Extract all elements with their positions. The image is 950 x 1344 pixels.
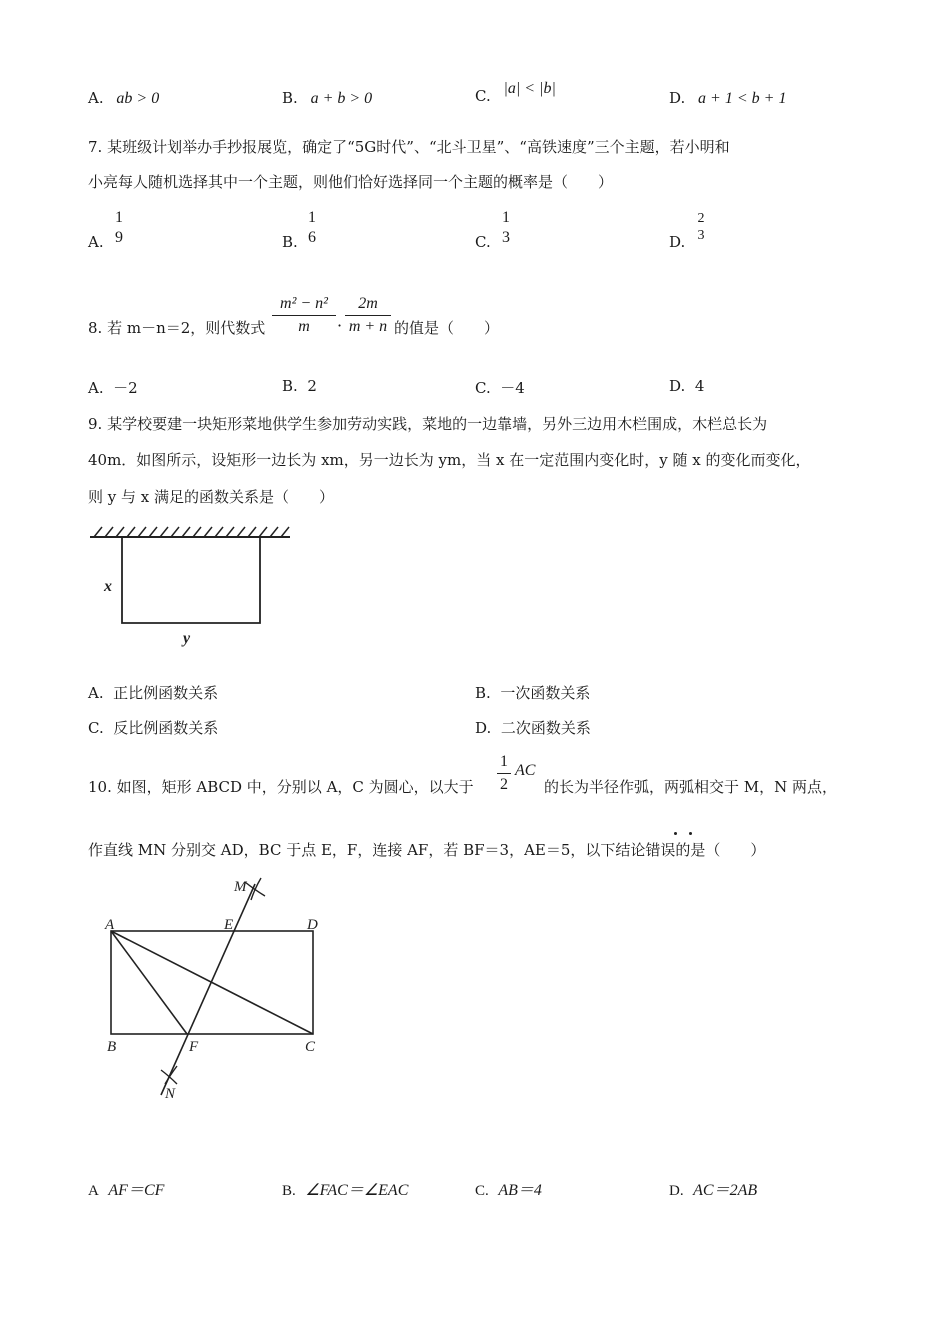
q7-option-d-label[interactable]: D.	[669, 233, 686, 251]
q10-line2: 作直线 MN 分别交 AD，BC 于点 E，F，连接 AF，若 BF＝3，AE＝5，以下结论错误的是（ ）	[88, 841, 766, 859]
point-d-label: D	[307, 917, 318, 933]
emphasis-dot	[689, 832, 692, 835]
q10-half-fraction: 1 2	[497, 752, 511, 795]
q9-option-c[interactable]: C. 反比例函数关系	[88, 719, 219, 737]
q7-option-b-label[interactable]: B.	[282, 233, 298, 251]
q8-prefix: 8. 若 m－n＝2，则代数式	[88, 319, 266, 337]
q7-option-c-label[interactable]: C.	[475, 233, 491, 251]
q9-line3: 则 y 与 x 满足的函数关系是（ ）	[88, 488, 335, 506]
q8-option-c[interactable]: C. －4	[475, 379, 525, 397]
q6-option-c[interactable]: C. |a| < |b|	[475, 80, 556, 105]
wall-hatching	[94, 527, 289, 537]
point-c-label: C	[305, 1039, 316, 1055]
q7-line1: 7. 某班级计划举办手抄报展览，确定了“5G时代”、“北斗卫星”、“高铁速度”三个主题，若小明和	[88, 138, 730, 156]
q10-figure	[95, 870, 335, 1105]
q8-option-d[interactable]: D. 4	[669, 377, 705, 395]
q7-option-c-fraction: 1 3	[502, 209, 510, 246]
q9-option-a[interactable]: A. 正比例函数关系	[88, 684, 219, 702]
line-mn	[161, 884, 255, 1095]
q7-option-a-fraction: 1 9	[115, 209, 123, 246]
q9-line1: 9. 某学校要建一块矩形菜地供学生参加劳动实践，菜地的一边靠墙，另外三边用木栏围成，木栏总长为	[88, 415, 768, 433]
q10-option-c[interactable]: C. AB＝4	[475, 1182, 542, 1199]
q9-figure	[80, 518, 310, 653]
q6-option-d[interactable]: D. a + 1 < b + 1	[669, 89, 787, 107]
q9-line2: 40m．如图所示，设矩形一边长为 xm，另一边长为 ym，当 x 在一定范围内变化时，y 随 x 的变化而变化，	[88, 451, 811, 469]
q6-option-a[interactable]: A. ab > 0	[88, 89, 160, 107]
point-n-label: N	[165, 1086, 176, 1102]
q8-fraction-2: 2m m + n	[345, 294, 391, 337]
emphasis-dot	[674, 832, 677, 835]
segment-af	[111, 931, 187, 1034]
side-x-label: x	[104, 578, 112, 595]
point-a-label: A	[105, 917, 115, 933]
q7-option-d-fraction: 2 3	[697, 211, 705, 243]
q8-fraction-1: m² − n² m	[272, 294, 336, 337]
q10-option-d[interactable]: D. AC＝2AB	[669, 1182, 758, 1199]
q10-ac-variable: AC	[515, 762, 536, 779]
point-f-label: F	[189, 1039, 199, 1055]
bottom-y-label: y	[183, 630, 191, 647]
q7-option-a-label[interactable]: A.	[88, 233, 104, 251]
q8-suffix: 的值是（ ）	[394, 319, 500, 337]
point-e-label: E	[224, 917, 234, 933]
q9-option-b[interactable]: B. 一次函数关系	[475, 684, 591, 702]
fence-rectangle	[122, 537, 260, 623]
q10-line1-end: 的长为半径作弧，两弧相交于 M，N 两点，	[544, 778, 838, 796]
point-b-label: B	[107, 1039, 117, 1055]
q8-option-a[interactable]: A. －2	[88, 379, 138, 397]
q10-option-a[interactable]: A AF＝CF	[88, 1182, 165, 1199]
q9-option-d[interactable]: D. 二次函数关系	[475, 719, 591, 737]
q7-option-b-fraction: 1 6	[308, 209, 316, 246]
q7-line2: 小亮每人随机选择其中一个主题，则他们恰好选择同一个主题的概率是（ ）	[88, 173, 614, 191]
q8-multiply-dot: ·	[337, 316, 343, 335]
q8-option-b[interactable]: B. 2	[282, 377, 317, 395]
point-m-label: M	[234, 879, 247, 895]
q6-option-b[interactable]: B. a + b > 0	[282, 89, 373, 107]
diagonal-ac	[111, 931, 313, 1034]
q10-option-b[interactable]: B. ∠FAC＝∠EAC	[282, 1182, 409, 1199]
q10-line1-start: 10. 如图，矩形 ABCD 中，分别以 A，C 为圆心，以大于	[88, 778, 474, 796]
